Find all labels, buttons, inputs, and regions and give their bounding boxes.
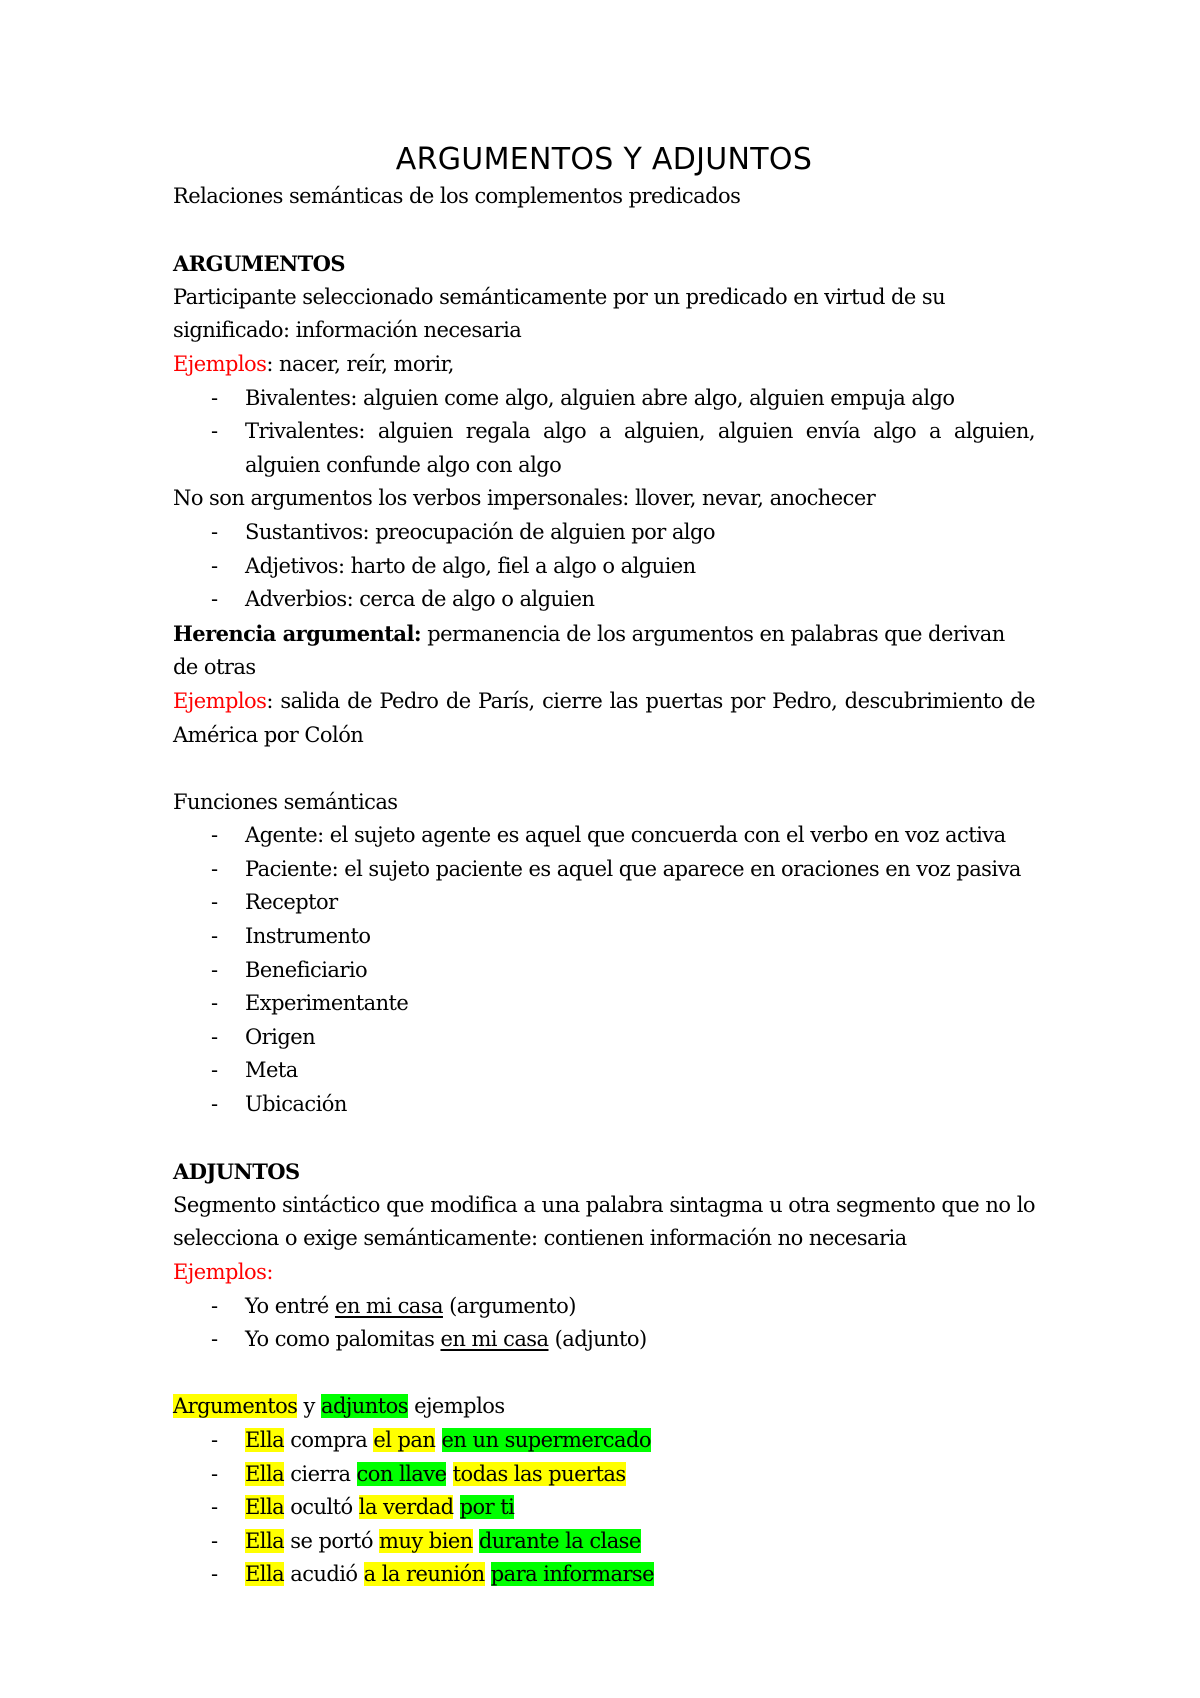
adjunct: en un supermercado [441,1427,651,1452]
valence-list [173,382,1035,483]
herencia-text: permanencia de los argumentos en palabras que derivan de otras [173,621,1005,680]
list-item: - Agente: el sujeto agente es aquel que concuerda con el verbo en voz activa [173,819,1035,853]
list-item: - Trivalentes: alguien regala algo a alguien, alguien envía algo a alguien, alguien confunde algo con algo [173,415,1035,482]
subtitle: Relaciones semánticas de los complementos predicados [173,184,741,208]
argument: todas las puertas [452,1461,626,1486]
argumentos-examples [173,348,1035,382]
adjunct: durante la clase [478,1528,641,1553]
examples-text: : nacer, reír, morir, [266,351,454,376]
impersonal-note: No son argumentos los verbos impersonales: llover, nevar, anochecer [173,486,876,511]
list-item: - Adverbios: cerca de algo o alguien [173,583,1035,617]
subject: Ella [245,1528,285,1553]
argument: la verdad [358,1495,454,1520]
underlined-phrase: en mi casa [334,1293,443,1318]
subject: Ella [245,1562,285,1587]
underlined-phrase: en mi casa [440,1327,549,1352]
argument: el pan [373,1427,436,1452]
argument: a la reunión [363,1562,485,1587]
examples-label: Ejemplos [173,688,267,713]
list-item: - Ella acudió a la reunión para informarse [173,1558,1035,1592]
list-item: - Yo como palomitas en mi casa (adjunto) [173,1323,1035,1357]
herencia-examples [173,685,1035,752]
list-item: - Origen [173,1021,1035,1055]
list-item: - Meta [173,1054,1035,1088]
list-item: - Paciente: el sujeto paciente es aquel que aparece en oraciones en voz pasiva [173,853,1035,887]
funciones-heading: Funciones semánticas [173,789,398,814]
list-item: - Ella ocultó la verdad por ti [173,1491,1035,1525]
list-item: - Adjetivos: harto de algo, fiel a algo o alguien [173,550,1035,584]
adjunct: por ti [459,1495,515,1520]
list-item: - Bivalentes: alguien come algo, alguien abre algo, alguien empuja algo [173,382,1035,416]
adjuntos-heading: ADJUNTOS [173,1159,300,1185]
list-item: - Ella compra el pan en un supermercado [173,1424,1035,1458]
list-item: - Ubicación [173,1088,1035,1122]
ejemplos-list [173,1424,1035,1592]
herencia-label: Herencia argumental: [173,620,422,646]
adjuntos-examples-label: Ejemplos: [173,1260,273,1284]
list-item: - Experimentante [173,987,1035,1021]
subject: Ella [245,1427,285,1452]
examples-label: Ejemplos [173,351,267,376]
highlight-argument: Argumentos [173,1394,298,1419]
list-item: - Yo entré en mi casa (argumento) [173,1290,1035,1324]
adjunct: con llave [356,1461,447,1486]
argument: muy bien [379,1528,473,1553]
adjuntos-examples-list [173,1290,1035,1357]
highlight-adjunct: adjuntos [320,1394,408,1419]
list-item: - Sustantivos: preocupación de alguien por algo [173,516,1035,550]
list-item: - Ella se portó muy bien durante la clase [173,1525,1035,1559]
subject: Ella [245,1461,285,1486]
list-item: - Instrumento [173,920,1035,954]
argumentos-heading: ARGUMENTOS [173,251,346,277]
ejemplos-heading: Argumentos y adjuntos ejemplos [173,1394,505,1419]
subject: Ella [245,1495,285,1520]
herencia-argumental [173,617,1035,685]
funciones-list [173,819,1035,1121]
category-list [173,516,1035,617]
list-item: - Beneficiario [173,954,1035,988]
adjuntos-definition: Segmento sintáctico que modifica a una palabra sintagma u otra segmento que no lo selecciona o exige semánticamente: contienen información no necesaria [173,1192,1035,1251]
list-item: - Ella cierra con llave todas las puertas [173,1458,1035,1492]
examples-text: : salida de Pedro de París, cierre las puertas por Pedro, descubrimiento de América por Colón [173,688,1035,747]
page-title: ARGUMENTOS Y ADJUNTOS [395,142,813,177]
document-body [173,140,1035,1592]
list-item: - Receptor [173,886,1035,920]
argumentos-definition: Participante seleccionado semánticamente por un predicado en virtud de su significado: información necesaria [173,284,946,343]
adjunct: para informarse [490,1562,655,1587]
